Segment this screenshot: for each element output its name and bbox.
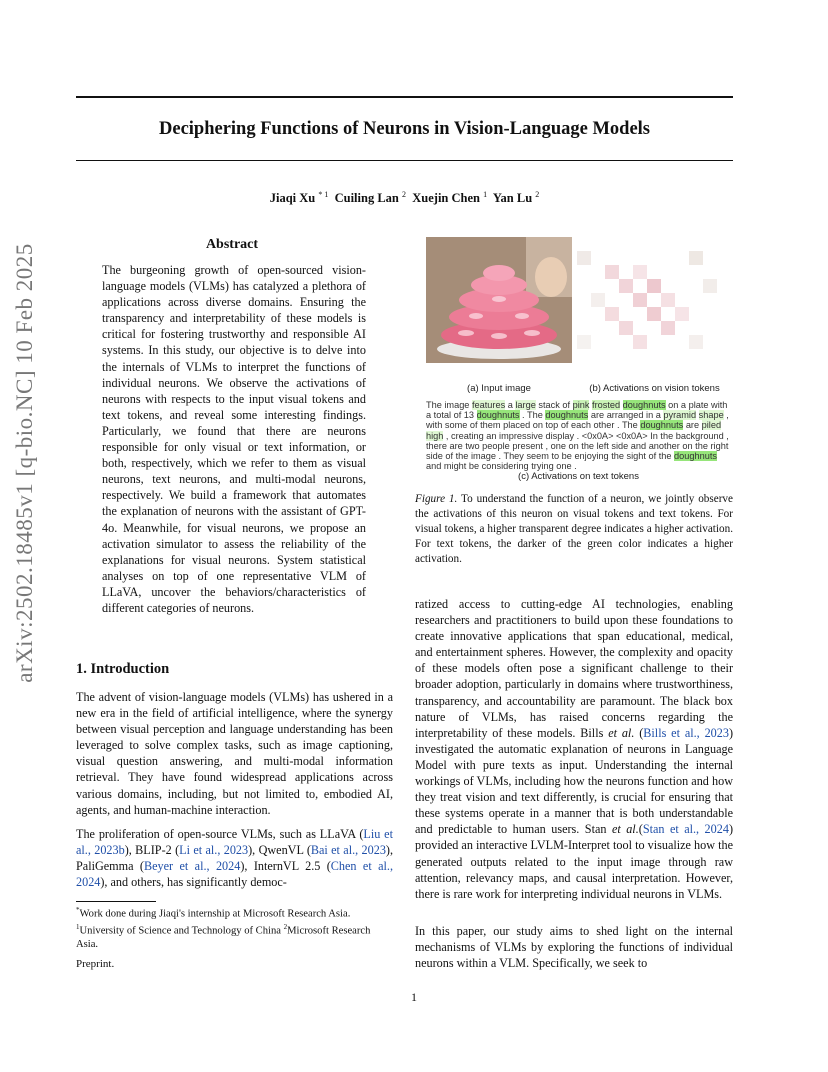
right-column-paragraph-2: In this paper, our study aims to shed light on the internal mechanisms of VLMs by exploring the functions of individual neurons within a VLM. Specifically, we seek to	[415, 924, 733, 971]
arxiv-sidebar-stamp: arXiv:2502.18485v1 [q-bio.NC] 10 Feb 2025	[12, 243, 37, 683]
author-name: Cuiling Lan	[334, 191, 399, 206]
citation-link[interactable]: Liu et al., 2023b	[76, 827, 393, 858]
paper-title: Deciphering Functions of Neurons in Vision-Language Models	[159, 119, 650, 139]
author-name: Yan Lu	[492, 191, 533, 206]
citation-link[interactable]: Chen et al., 2024	[76, 859, 393, 890]
intro-paragraph-1: The advent of vision-language models (VLMs) has ushered in a new era in the field of artificial intelligence, where the synergy between visual perception and language understanding has been leveraged to solve complex tasks, such as image captioning, visual question answering, and multi-modal information retrieval. They have found widespread applications across various domains, including, but not limited to, embodied AI, agents, and human-machine interaction.	[76, 690, 393, 817]
footnote-rule	[76, 901, 156, 902]
citation-link[interactable]: Beyer et al., 2024	[144, 859, 241, 874]
intro-paragraph-2: The proliferation of open-source VLMs, such as LLaVA (Liu et al., 2023b), BLIP-2 (Li et al., 2023), QwenVL (Bai et al., 2023), PaliGemma (Beyer et al., 2024), InternVL 2.5 (Chen et al., 2024), and others, has significantly democ-	[76, 827, 394, 890]
subfigure-c-caption: (c) Activations on text tokens	[518, 471, 639, 482]
title-bottom-rule	[76, 160, 733, 161]
author-affiliation: 2	[535, 190, 540, 199]
footnote: *Work done during Jiaqi's internship at Microsoft Research Asia. $^1$University of Science and Technology of China $^2$Microsoft Research Asia.	[76, 906, 371, 951]
top-rule	[76, 96, 733, 98]
author-affiliation: 1	[483, 190, 488, 199]
activation-mosaic	[577, 237, 727, 363]
citation-link[interactable]: Li et al., 2023	[179, 843, 249, 858]
right-column-paragraph-1: ratized access to cutting-edge AI technologies, enabling researchers and practitioners to build upon these foundations to create innovative applications that span educational, medical, and entertainment spheres. However, the complexity and opacity of these models often pose a significant challenge to their broader adoption, particularly in domains where trustworthiness, transparency, and accountability are paramount. The black box nature of VLMs, has raised concerns regarding the interpretability of these models. Bills et al. (Bills et al., 2023) investigated the automatic explanation of neurons in Language Model with pure texts as input. Understanding the internal workings of VLMs, including how the neurons function and how they treat vision and text differently, is crucial for ensuring that these systems operate in a manner that is both understandable and predictable to human users. Stan et al.(Stan et al., 2024) provided an interactive LVLM-Interpret tool to visualize how the generated outputs related to the input image through raw attention, relevancy maps, and causal interpretation. However, there is rare work for interpreting individual neurons in VLMs.	[415, 597, 734, 901]
vision-token-activation-map	[577, 237, 727, 363]
author-affiliation: * 1	[318, 190, 329, 199]
doughnut-stack-illustration	[426, 237, 572, 363]
citation-link[interactable]: Bills et al., 2023	[643, 725, 729, 740]
citation-link[interactable]: Stan et al., 2024	[642, 822, 729, 837]
introduction-heading: 1. Introduction	[76, 661, 170, 677]
author-name: Xuejin Chen	[412, 191, 480, 206]
text-token-activations: The image features a large stack of pink frosted doughnuts on a plate with a total of 13 doughnuts . The doughnuts are arranged in a pyramid shape , with some of them placed on top of each other . The doughnuts are piled high , creating an impressive display . <0x0A> <0x0A> In the background , there are two people present , one on the left side and another on the right side of the image . They seem to be enjoying the sight of the doughnuts and might be considering trying one .	[426, 400, 729, 472]
figure-1-caption: Figure 1. To understand the function of a neuron, we jointly observe the activations of this neuron on visual tokens and text tokens. For visual tokens, a higher transparent degree indicates a higher activation. For text tokens, the darker of the green color indicates a higher activation.	[415, 493, 733, 565]
abstract-heading: Abstract	[205, 237, 259, 252]
author-list	[76, 190, 733, 206]
author-name: Jiaqi Xu	[269, 191, 316, 206]
page-number: 1	[411, 990, 417, 1004]
subfigure-b-caption: (b) Activations on vision tokens	[589, 383, 720, 394]
author-affiliation: 2	[402, 190, 406, 199]
preprint-note: Preprint.	[76, 958, 115, 970]
figure-label: Figure 1.	[415, 493, 458, 505]
input-image-doughnuts	[426, 237, 572, 363]
citation-link[interactable]: Bai et al., 2023	[310, 843, 386, 858]
subfigure-a-caption: (a) Input image	[467, 383, 531, 394]
abstract-text: The burgeoning growth of open-sourced vision-language models (VLMs) has catalyzed a plethora of applications across diverse domains. Ensuring the transparency and interpretability of these models is critical for fostering trustworthy and responsible AI systems. In this study, our objective is to delve into the internals of VLMs to interpret the functions of individual neurons. We observe the activations of neurons with respects to the input visual tokens and text tokens, and reveal some interesting findings. Particularly, we found that there are neurons responsible for only visual or text information, or both, respectively, which we refer to them as visual neurons, text neurons, and multi-modal neurons, respectively. We build a framework that automates the explanation of neurons with the assistant of GPT-4o. Meanwhile, for visual neurons, we propose an activation simulator to assess the reliability of the explanations for visual neurons. System statistical analyses on top of one representative VLM of LLaVA, uncover the behaviors/characteristics of different categories of neurons.	[102, 263, 366, 615]
